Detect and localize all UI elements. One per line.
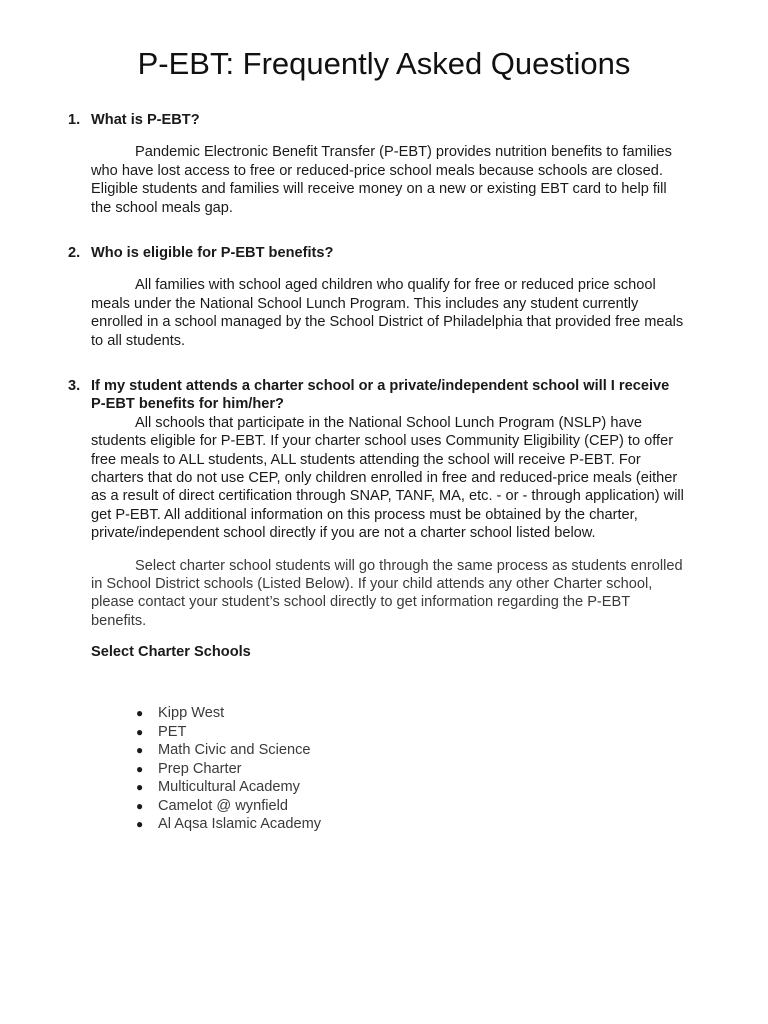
question-2 — [68, 244, 684, 262]
answer-3-charter-note: Select charter school students will go through the same process as students enrolled in School District schools (Listed Below). If your child attends any other Charter school, please contact your student’s school directly to get information regarding the P-EBT benefits. — [91, 557, 683, 629]
answer-2: All families with school aged children who qualify for free or reduced price school meals under the National School Lunch Program. This includes any student currently enrolled in a school managed by the School District of Philadelphia that provided free meals to all students. — [91, 277, 684, 349]
question-3 — [68, 377, 684, 414]
charter-list-heading: Select Charter Schools — [91, 644, 251, 661]
school-name: Al Aqsa Islamic Academy — [158, 816, 322, 832]
bullet-icon: ● — [136, 798, 144, 813]
school-name: Camelot @ wynfield — [158, 797, 288, 814]
school-name: Prep Charter — [158, 760, 242, 777]
answer-1: Pandemic Electronic Benefit Transfer (P-EBT) provides nutrition benefits to families who have lost access to free or reduced-price school meals because schools are closed. Eligible students and families will receive money on a new or existing EBT card to help fill the school meals gap. — [91, 144, 672, 216]
question-text: What is P-EBT? — [91, 112, 200, 128]
charter-school-list — [68, 704, 321, 834]
school-name: Kipp West — [158, 705, 225, 721]
bullet-icon: ● — [136, 724, 144, 739]
faq-item-2 — [68, 244, 684, 350]
list-item — [136, 797, 321, 816]
bullet-icon: ● — [136, 817, 144, 831]
list-item — [136, 778, 321, 797]
faq-item-1 — [68, 111, 684, 217]
question-text: Who is eligible for P-EBT benefits? — [91, 245, 334, 261]
bullet-icon: ● — [136, 761, 144, 776]
question-number: 1. — [68, 112, 81, 128]
bullet-icon: ● — [136, 780, 144, 794]
list-item — [136, 760, 321, 779]
faq-item-3 — [68, 377, 684, 662]
bullet-icon: ● — [136, 743, 144, 757]
school-name: Math Civic and Science — [158, 742, 311, 758]
list-item — [136, 741, 321, 760]
list-item — [136, 704, 321, 723]
list-item — [136, 815, 321, 834]
bullet-icon: ● — [136, 706, 144, 720]
answer-3: All schools that participate in the National School Lunch Program (NSLP) have students eligible for P-EBT. If your charter school uses Community Eligibility (CEP) to offer free meals to ALL students, ALL students attending the school will receive P-EBT. For charters that do not use CEP, only children enrolled in free and reduced-price meals (either as a result of direct certification through SNAP, TANF, MA, etc. - or - through application) will get P-EBT. All additional information on this process must be obtained by the charter, private/independent school directly if you are not a charter school listed below. — [91, 414, 684, 542]
school-name: Multicultural Academy — [158, 779, 300, 795]
question-number: 2. — [68, 245, 81, 261]
school-name: PET — [158, 723, 187, 740]
page-title: P-EBT: Frequently Asked Questions — [137, 46, 631, 81]
question-1 — [68, 111, 684, 129]
question-number: 3. — [68, 378, 81, 394]
question-text: If my student attends a charter school or a private/independent school will I receive P-EBT benefits for him/her? — [91, 378, 670, 413]
list-item — [136, 723, 321, 742]
